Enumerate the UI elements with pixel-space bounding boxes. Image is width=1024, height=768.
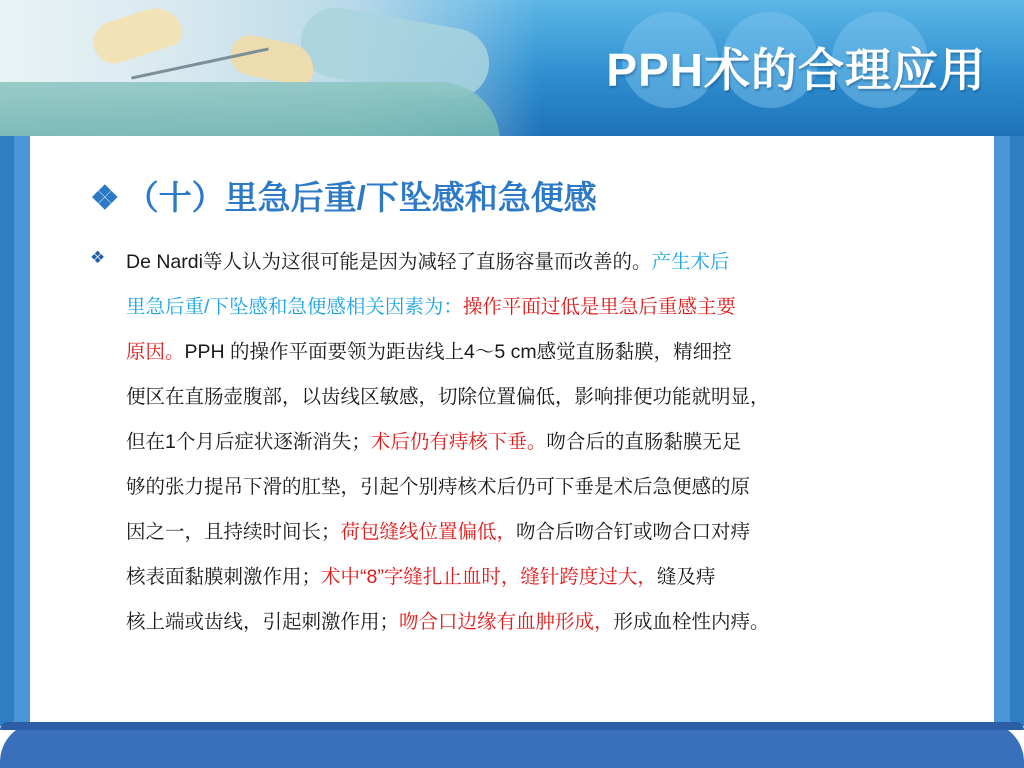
header-banner: [0, 0, 1024, 136]
body-text: 吻合后的直肠黏膜无足: [546, 431, 742, 453]
body-line: [126, 420, 976, 465]
highlight-red-text: 原因。: [126, 341, 185, 363]
body-text: PPH 的操作平面要领为距齿线上4～5 cm感觉直肠黏膜，精细控: [184, 341, 732, 363]
body-line: [126, 465, 976, 510]
body-line: [126, 330, 976, 375]
body-text: 便区在直肠壶腹部，以齿线区敏感，切除位置偏低，影响排便功能就明显，: [126, 386, 770, 408]
body-line: [126, 555, 976, 600]
right-frame-inner: [994, 136, 1010, 726]
body-text: 缝及痔: [656, 566, 716, 588]
footer-band-shade: [0, 722, 1024, 730]
highlight-red-text: 术中“8”字缝扎止血时，缝针跨度过大，: [321, 566, 657, 588]
body-text: 核上端或齿线，引起刺激作用；: [126, 611, 400, 633]
surgical-drape: [0, 82, 500, 136]
surgeon-glove: [88, 1, 187, 69]
body-text: 因之一，且持续时间长；: [126, 521, 341, 543]
section-heading: [90, 172, 597, 219]
body-line: [126, 600, 976, 645]
body-text: De Nardi等人认为这很可能是因为减轻了直肠容量而改善的。: [126, 251, 652, 273]
body-text: 吻合后吻合钉或吻合口对痔: [516, 521, 751, 543]
diamond-bullet-icon: ❖: [90, 179, 120, 216]
body-line: [126, 240, 976, 285]
section-heading-text: （十）里急后重/下坠感和急便感: [125, 179, 597, 216]
diamond-bullet-icon: ❖: [90, 248, 106, 268]
body-line: [126, 285, 976, 330]
highlight-red-text: 吻合口边缘有血肿形成，: [399, 611, 614, 633]
body-line: [126, 510, 976, 555]
body-line: [126, 375, 976, 420]
body-text: 形成血栓性内痔。: [613, 611, 770, 633]
surgery-photo: [0, 0, 540, 136]
body-paragraph: [126, 240, 976, 645]
body-text: 核表面黏膜刺激作用；: [126, 566, 322, 588]
highlight-cyan-text: 里急后重/下坠感和急便感相关因素为：: [126, 296, 463, 318]
highlight-red-text: 术后仍有痔核下垂。: [370, 431, 547, 453]
body-text: 够的张力提吊下滑的肛垫，引起个别痔核术后仍可下垂是术后急便感的原: [126, 476, 751, 498]
highlight-red-text: 荷包缝线位置偏低，: [340, 521, 517, 543]
body-text: 但在1个月后症状逐渐消失；: [126, 431, 371, 453]
highlight-cyan-text: 产生术后: [651, 251, 730, 273]
left-frame-inner: [14, 136, 30, 726]
slide-title: PPH术的合理应用: [606, 44, 986, 96]
highlight-red-text: 操作平面过低是里急后重感主要: [462, 296, 736, 318]
